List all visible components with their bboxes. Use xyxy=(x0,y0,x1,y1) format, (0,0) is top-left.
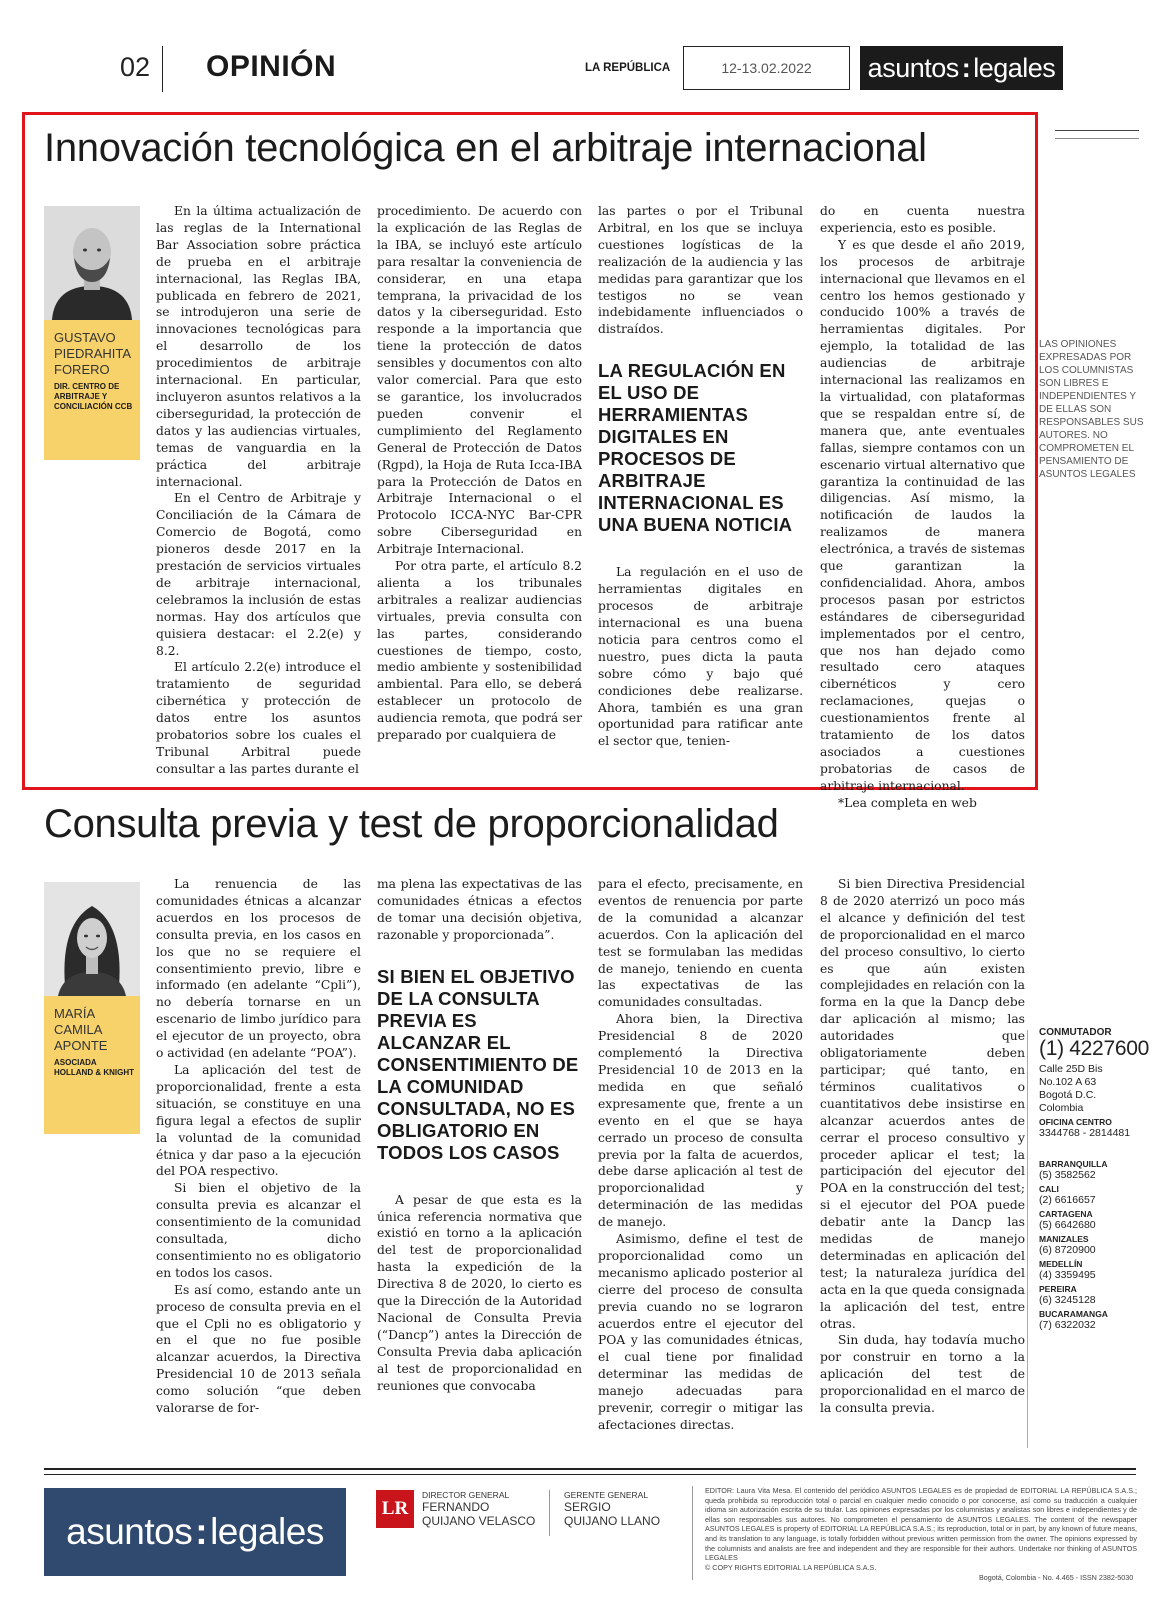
author-photo xyxy=(44,206,140,320)
office-label: OFICINA CENTRO xyxy=(1039,1117,1112,1127)
article1-read-more: *Lea completa en web xyxy=(838,795,977,810)
manager-name: QUIJANO LLANO xyxy=(564,1514,661,1528)
article1-column-1 xyxy=(156,203,361,776)
city-phone: (4) 3359495 xyxy=(1039,1269,1096,1281)
city-phone: (6) 8720900 xyxy=(1039,1244,1096,1256)
manager-credit xyxy=(564,1490,660,1528)
article1-column-4 xyxy=(820,203,1025,810)
conmutador-phone: (1) 4227600 xyxy=(1039,1037,1149,1060)
article1-column-2 xyxy=(377,203,582,773)
brand-logo-right: legales xyxy=(973,52,1056,83)
article2-column-4 xyxy=(820,876,1025,1436)
article2-author-card xyxy=(44,882,140,1134)
footer-divider xyxy=(692,1486,693,1580)
city-label: MANIZALES xyxy=(1039,1234,1089,1244)
city-label: BUCARAMANGA xyxy=(1039,1309,1108,1319)
copyright: © COPY RIGHTS EDITORIAL LA REPÚBLICA S.A.S. xyxy=(705,1562,877,1572)
article2-column-3 xyxy=(598,876,803,1436)
office-phone: 3344768 - 2814481 xyxy=(1039,1127,1131,1139)
article1-col3-paragraph: las partes o por el Tribunal Arbitral, en los que se incluya cuestiones logísticas de la realización de la audiencia y las medidas para garantizar que los testigos no se vean indebidamente influenciados o distraídos. xyxy=(598,204,803,337)
author-role: DIR. CENTRO DE ARBITRAJE Y CONCILIACIÓN CCB xyxy=(54,382,133,411)
city-label: PEREIRA xyxy=(1039,1284,1077,1294)
article2-col2-paragraph: A pesar de que esta es la única referencia normativa que existió en torno a la aplicación del test de proporcionalidad hasta la expedición de la Directiva 8 de 2020, lo cierto es que la Dirección de la Autoridad Nacional de Consulta Previa (“Dancp”) antes la Dirección de Consulta Previa daba aplicación al test de proporcionalidad en reuniones que convocaba xyxy=(377,1192,582,1393)
issn-line: Bogotá, Colombia - No. 4.465 - ISSN 2382-5030 xyxy=(979,1573,1134,1582)
author-portrait-icon xyxy=(44,882,140,996)
city-label: CALI xyxy=(1039,1184,1059,1194)
publication-name: LA REPÚBLICA xyxy=(585,62,671,74)
brand-logo-left: asuntos xyxy=(867,52,959,83)
issue-date: 12-13.02.2022 xyxy=(683,46,850,90)
city-label: CARTAGENA xyxy=(1039,1209,1093,1219)
opinion-disclaimer: LAS OPINIONES EXPRESADAS POR LOS COLUMNISTAS SON LIBRES E INDEPENDIENTES Y DE ELLAS SON RESPONSABLES SUS AUTORES. NO COMPROMETEN EL PENSAMIENTO DE ASUNTOS LEGALES xyxy=(1039,339,1144,480)
article2-column-1 xyxy=(156,876,361,1436)
page-number: 02 xyxy=(120,52,151,82)
article1-col1-paragraph: En la última actualización de las reglas de la International Bar Association sobre práctica de prueba en el arbitraje internacional, las Reglas IBA, publicada en febrero de 2021, se introdujeron una serie de innovaciones tecnológicas para el desarrollo de los procedimientos de arbitraje internacional. En particular, incluyeron asuntos relativos a la ciberseguridad, la protección de datos y las audiencias virtuales, temas de vanguardia en la práctica del arbitraje internacional. xyxy=(156,204,361,489)
brand-logo xyxy=(860,46,1063,90)
article2-col1-paragraph: Es así como, estando ante un proceso de consulta previa en el que el Cpli no es obligatorio y en el que no fue posible alcanzar acuerdos, la Directiva Presidencial 10 de 2013 señala como solución “que deben valorarse de for- xyxy=(156,1282,361,1416)
author-photo xyxy=(44,882,140,996)
address-line: Calle 25D Bis xyxy=(1039,1063,1103,1075)
director-label: DIRECTOR GENERAL xyxy=(422,1490,510,1500)
article1-col4-paragraph: do en cuenta nuestra experiencia, esto es posible. xyxy=(820,204,1025,235)
city-label: BARRANQUILLA xyxy=(1039,1159,1108,1169)
article2-pullquote: SI BIEN EL OBJETIVO DE LA CONSULTA PREVIA ES ALCANZAR EL CONSENTIMIENTO DE LA COMUNIDAD CONSULTADA, NO ES OBLIGATORIO EN TODOS LOS CASOS xyxy=(377,965,579,1163)
director-name: QUIJANO VELASCO xyxy=(422,1514,536,1528)
address-line: Bogotá D.C. xyxy=(1039,1089,1097,1101)
article2-column-2 xyxy=(377,876,582,1436)
city-phone: (5) 6642680 xyxy=(1039,1219,1096,1231)
article1-pullquote: LA REGULACIÓN EN EL USO DE HERRAMIENTAS DIGITALES EN PROCESOS DE ARBITRAJE INTERNACIONAL ES UNA BUENA NOTICIA xyxy=(598,360,793,536)
director-credit xyxy=(422,1490,535,1528)
article1-title: Innovación tecnológica en el arbitraje internacional xyxy=(44,126,927,170)
city-phone: (2) 6616657 xyxy=(1039,1194,1096,1206)
article2-col1-paragraph: La renuencia de las comunidades étnicas a alcanzar acuerdos en los procesos de consulta previa, en los casos en los que no se requiere el consentimiento previo, libre e informado (en adelante “Cpli”), no debería tornarse en un escenario de limbo jurídico para el ejecutor de un proyecto, obra o actividad (en adelante “POA”). xyxy=(156,877,361,1061)
footer-rule xyxy=(44,1474,1136,1475)
address-line: Colombia xyxy=(1039,1102,1084,1114)
article2-col3-paragraph: Ahora bien, la Directiva Presidencial 8 de 2020 complementó la Directiva Presidencial 10 de 2013 en la medida en que señaló expresamente que, frente a un evento en el que se haya cerrado un proceso de consulta previa por la falta de acuerdos, debe darse aplicación al test de proporcionalidad y determinación de las medidas de manejo. xyxy=(598,1012,803,1230)
author-portrait-icon xyxy=(44,206,140,320)
legal-notice xyxy=(705,1486,1137,1572)
article1-col3-paragraph: La regulación en el uso de herramientas digitales en procesos de arbitraje internacional es una buena noticia para centros como el nuestro, pues dicta la pauta sobre cómo y bajo qué condiciones debe realizarse. Ahora, también es una gran oportunidad para ratificar ante el sector que, tenien- xyxy=(598,565,803,749)
footer-brand-logo xyxy=(44,1488,346,1576)
article1-col2-paragraph: procedimiento. De acuerdo con la explicación de las Reglas de la IBA, se incluyó este artículo para resaltar la conveniencia de considerar, en una etapa temprana, la privacidad de los datos y la ciberseguridad. Esto responde a la importancia que tiene la protección de datos sensibles y documentos con alto valor comercial. Para que esto se garantice, los involucrados pueden convenir el cumplimiento del Reglamento General de Protección de Datos (Rgpd), la Hoja de Ruta Icca-IBA para la Protección de Datos en Arbitraje Internacional o el Protocolo ICCA-NYC Bar-CPR sobre Ciberseguridad en Arbitraje Internacional. xyxy=(377,204,582,557)
address-line: No.102 A 63 xyxy=(1039,1076,1097,1088)
sidebar-divider xyxy=(1027,1030,1028,1448)
article1-col1-paragraph: En el Centro de Arbitraje y Conciliación de la Cámara de Comercio de Bogotá, como pioneros desde 2017 en la prestación de servicios virtuales de arbitraje internacional, celebramos la inclusión de estas normas. Hay dos artículos que quisiera destacar: el 2.2(e) y 8.2. xyxy=(156,491,361,658)
brand-logo-separator: : xyxy=(961,52,971,83)
conmutador-label: CONMUTADOR xyxy=(1039,1027,1112,1038)
side-rule-top xyxy=(1055,130,1139,131)
footer-brand-right: legales xyxy=(210,1511,324,1552)
city-phone: (5) 3582562 xyxy=(1039,1169,1096,1181)
side-rule-top-2 xyxy=(1055,138,1139,139)
lr-logo: LR xyxy=(376,1490,414,1528)
article2-col4-paragraph: Sin duda, hay todavía mucho por construir en torno a la aplicación del test de proporcionalidad en el marco de la consulta previa. xyxy=(820,1333,1025,1416)
article2-col1-paragraph: La aplicación del test de proporcionalidad, frente a esta situación, se constituye en una figura legal a efectos de suplir la voluntad de la comunidad étnica y dar paso a la ejecución del POA respectivo. xyxy=(156,1062,361,1179)
article1-column-3 xyxy=(598,203,803,773)
contact-box xyxy=(1039,1027,1149,1332)
city-phone: (6) 3245128 xyxy=(1039,1294,1096,1306)
header-divider xyxy=(162,46,163,92)
article1-col4-paragraph: Y es que desde el año 2019, los procesos de arbitraje internacional que llevamos en el centro los hemos gestionado y conducido 100% a través de herramientas digitales. Por ejemplo, la totalidad de las audiencias de arbitraje internacional las realizamos en la virtualidad, con plataformas que se respaldan entre sí, de manera que, ante eventuales fallas, siempre contamos con un escenario virtual alternativo que garantiza la continuidad de las diligencias. Así mismo, la notificación de laudos la realizamos de manera electrónica, a través de sistemas que garantizan la confidencialidad. Ahora, ambos procesos pasan por estrictos estándares de ciberseguridad implementados por el centro, que nos han dejado como resultado cero ataques cibernéticos y cero reclamaciones, quejas o cuestionamientos frente al tratamiento de los datos asociados a cuestiones probatorias de casos de arbitraje internacional. xyxy=(820,237,1025,793)
article2-title: Consulta previa y test de proporcionalidad xyxy=(44,802,779,846)
legal-text: EDITOR: Laura Vita Mesa. El contenido del periódico ASUNTOS LEGALES es de propiedad de EDITORIAL LA REPÚBLICA S.A.S.; queda prohibida su reproducción total o parcial en cualquier medio conocido o por conocerse, así como su traducción a cualquier idioma sin autorización escrita de su titular. Las opiniones expresadas por los columnistas y analistas son libres e independientes y de ellas son responsables sus autores. No comprometen el pensamiento de ASUNTOS LEGALES. The content of the newspaper ASUNTOS LEGALES is property of EDITORIAL LA REPÚBLICA S.A.S.; its reproduction, total or in part, by any known of future means, and its translation to any language, is totally forbidden without previous written permission from the owner. The opinions expressed by the columnists and analists are free and independent and they are responsible for their authors. Undertake nor thinking of ASUNTOS LEGALES xyxy=(705,1486,1137,1563)
article2-col4-paragraph: Si bien Directiva Presidencial 8 de 2020 aterrizó un poco más el alcance y definición del test de proporcionalidad en el marco del proceso consultivo, lo cierto es que aún existen complejidades en relación con la forma en la que la Dancp debe dar aplicación al mismo; las autoridades que obligatoriamente deben participar; qué tanto, en términos cualitativos o cuantitativos debe insistirse en alcanzar acuerdos antes de cerrar el proceso consultivo y proceder aplicar el test; la participación del ejecutor del POA en la construcción del test; si el ejecutor del POA puede debatir ante la Dancp las medidas de manejo determinadas en aplicación del test; la naturaleza jurídica del acta en la que queda consignada la aplicación del test, entre otras. xyxy=(820,877,1025,1331)
author-name: MARÍA CAMILA APONTE xyxy=(54,1006,108,1053)
footer-divider xyxy=(549,1490,550,1536)
city-label: MEDELLÍN xyxy=(1039,1259,1083,1269)
article1-col1-paragraph: El artículo 2.2(e) introduce el tratamiento de seguridad cibernética y protección de datos entre los asuntos probatorios sobre los cuales el Tribunal Arbitral puede consultar a las partes durante el xyxy=(156,660,361,776)
footer-brand-left: asuntos xyxy=(66,1511,193,1552)
article2-col3-paragraph: Asimismo, define el test de proporcionalidad como un mecanismo aplicado posterior al cierre del proceso de consulta previa cuando no se lograron acuerdos entre el ejecutor del POA y las comunidades étnicas, el cual tiene por finalidad determinar las medidas de manejo adecuadas para prevenir, corregir o mitigar las afectaciones directas. xyxy=(598,1232,803,1432)
article1-col2-paragraph: Por otra parte, el artículo 8.2 alienta a los tribunales arbitrales a realizar audiencias virtuales, previa consulta con las partes, considerando cuestiones de tiempo, costo, medio ambiente y sostenibilidad ambiental. Para ello, se deberá establecer un protocolo de audiencia remota, que podrá ser preparado por cualquiera de xyxy=(377,559,582,743)
article1-author-card xyxy=(44,206,140,460)
article2-col3-paragraph: para el efecto, precisamente, en eventos de renuencia por parte de la comunidad a alcanzar acuerdos. Con la aplicación del test se formulaban las medidas de manejo, teniendo en cuenta las expectativas de las comunidades consultadas. xyxy=(598,877,803,1010)
article2-col2-paragraph: ma plena las expectativas de las comunidades étnicas a efectos de tomar una decisión objetiva, razonable y proporcionada”. xyxy=(377,877,582,942)
footer-rule xyxy=(44,1468,1136,1470)
footer-brand-separator: : xyxy=(195,1511,208,1552)
article2-col1-paragraph: Si bien el objetivo de la consulta previa es alcanzar el consentimiento de la comunidad consultada, dicho consentimiento no es obligatorio en todos los casos. xyxy=(156,1181,361,1280)
author-name: GUSTAVO PIEDRAHITA FORERO xyxy=(54,330,131,377)
section-title: OPINIÓN xyxy=(206,50,337,83)
author-role: ASOCIADA HOLLAND & KNIGHT xyxy=(54,1058,134,1077)
manager-name: SERGIO xyxy=(564,1500,611,1514)
director-name: FERNANDO xyxy=(422,1500,490,1514)
manager-label: GERENTE GENERAL xyxy=(564,1490,649,1500)
city-phone: (7) 6322032 xyxy=(1039,1319,1096,1331)
